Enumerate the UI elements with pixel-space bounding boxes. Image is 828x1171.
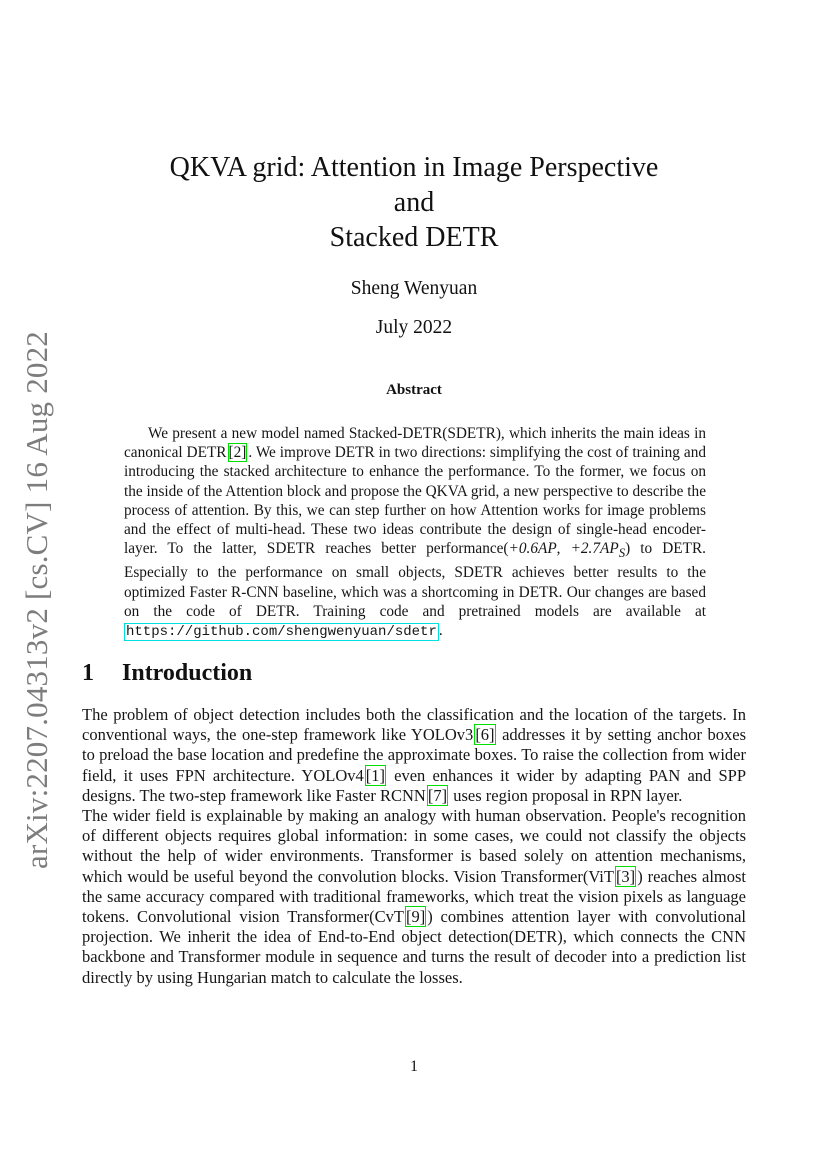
abstract-part-3: ) to DETR. Especially to the performance on small objects, SDETR achieves better results to the optimized Faster R-CNN baseline, which was a shortcoming in DETR. Our changes are based on the code of DETR. Training code and pretrained models are available at [124,540,706,620]
abstract-part-2: . We improve DETR in two directions: simplifying the cost of training and introducing the stacked architecture to enhance the performance. To the former, we focus on the inside of the Attention block and propose the QKVA grid, a new perspective to describe the process of attention. By this, we can step further on how Attention works for image problems and the effect of multi-head. These two ideas contribute the design of single-head encoder-layer. To the latter, SDETR reaches better performance( [124,444,706,558]
intro-paragraph-2 [82,806,746,988]
introduction-body [82,705,746,988]
publication-date: July 2022 [375,317,453,338]
github-repo-link[interactable]: https://github.com/shengwenyuan/sdetr [126,624,437,641]
intro-paragraph-1 [82,705,746,806]
intro-p1-text-a: The problem of object detection includes both the classification and the location of the targets. In conventional ways, the one-step framework like YOLOv3 [82,705,746,745]
citation-link-2[interactable]: [2] [228,444,247,462]
page-number: 1 [410,1058,418,1075]
section-number: 1 [82,660,94,686]
title-line-2: and [393,187,435,218]
intro-p1-text-b: addresses it by setting anchor boxes to preload the base location and predefine the approximate boxes. To raise the collection from wider field, it uses FPN architecture. YOLOv4 [82,725,746,785]
citation-link-6[interactable]: [6] [475,725,495,745]
intro-p2-text-c: ) combines attention layer with convolutional projection. We inherit the idea of End-to-End object detection(DETR), which connects the CNN backbone and Transformer module in sequence and turns the result of decoder into a prediction list directly by using Hungarian match to calculate the losses. [82,907,746,987]
intro-p1-text-d: uses region proposal in RPN layer. [449,785,683,805]
title-line-3: Stacked DETR [329,222,499,253]
section-heading-introduction [82,660,252,687]
abstract-part-1: We present a new model named Stacked-DETR(SDETR), which inherits the main ideas in canonical DETR [124,425,706,462]
paper-title [0,150,828,255]
arxiv-identifier-stamp: arXiv:2207.04313v2 [cs.CV] 16 Aug 2022 [19,330,54,870]
citation-link-7[interactable]: [7] [427,785,448,805]
abstract-end: . [438,622,443,640]
abstract-text [124,424,706,642]
section-title: Introduction [122,660,253,686]
citation-link-9[interactable]: [9] [405,907,426,927]
math-aps-subscript: S [618,546,626,561]
intro-p1-text-c: even enhances it wider by adapting PAN and SPP designs. The two-step framework like Faster RCNN [82,765,746,805]
abstract-heading: Abstract [386,382,442,398]
math-aps-gain [570,540,626,561]
abstract-separator: , [556,540,571,558]
author-name: Sheng Wenyuan [350,278,478,299]
math-ap-gain: +0.6AP [508,540,557,558]
title-line-1: QKVA grid: Attention in Image Perspective [169,152,659,183]
citation-link-3[interactable]: [3] [615,866,636,886]
math-aps-main: +2.7AP [570,540,619,558]
intro-p2-text-a: The wider field is explainable by making an analogy with human observation. People's recognition of different objects requires global information: in some cases, we could not classify the objects without the help of wider environments. Transformer is based solely on attention mechanisms, which would be useful beyond the convolution blocks. Vision Transformer(ViT [82,806,746,886]
citation-link-1[interactable]: [1] [365,765,385,785]
intro-p2-text-b: ) reaches almost the same accuracy compared with traditional frameworks, which treat the vision pixels as language tokens. Convolutional vision Transformer(CvT [82,866,746,927]
